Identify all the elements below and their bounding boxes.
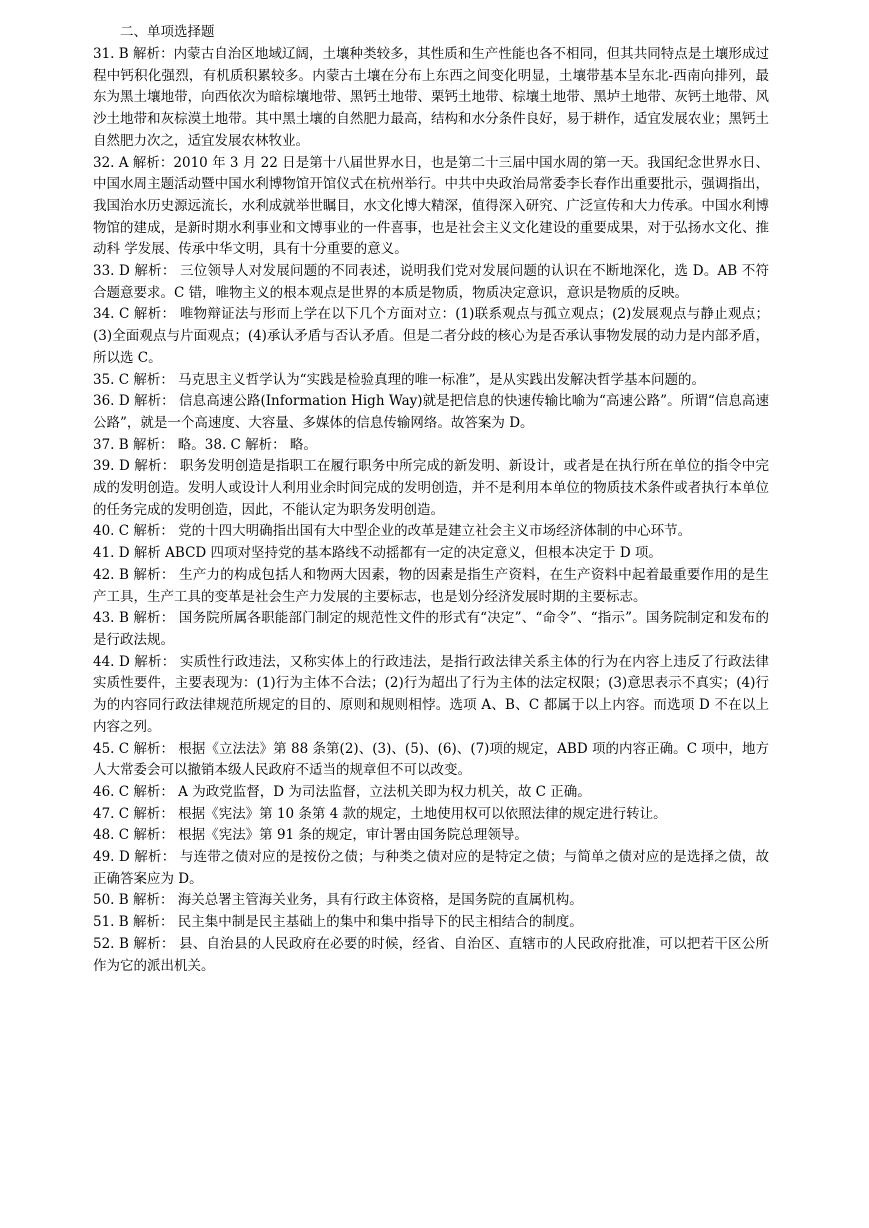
answer-item-36: 36. D 解析： 信息高速公路(Information High Way)就是把信息的快速传输比喻为“高速公路”。所谓“信息高速公路”，就是一个高速度、大容量、多媒体的信息传输网络。故答案为 D。 [93,393,769,431]
answer-item-37-38: 37. B 解析： 略。38. C 解析： 略。 [93,436,317,453]
answer-item-39: 39. D 解析： 职务发明创造是指职工在履行职务中所完成的新发明、新设计，或者是在执行所在单位的指令中完成的发明创造。发明人或设计人利用业余时间完成的发明创造，并不是利用本单位的物质技术条件或者执行本单位的任务完成的发明创造，因此，不能认定为职务发明创造。 [93,458,769,518]
answer-item-52: 52. B 解析： 县、自治县的人民政府在必要的时候，经省、自治区、直辖市的人民政府批准，可以把若干区公所作为它的派出机关。 [93,935,769,974]
answer-item-47: 47. C 解析： 根据《宪法》第 10 条第 4 款的规定，土地使用权可以依照法律的规定进行转让。 [93,805,667,822]
answer-item-41: 41. D 解析 ABCD 四项对坚持党的基本路线不动摇都有一定的决定意义，但根本决定于 D 项。 [93,545,662,562]
answer-item-43: 43. B 解析： 国务院所属各职能部门制定的规范性文件的形式有“决定”、“命令”、“指示”。国务院制定和发布的是行政法规。 [93,610,769,648]
answer-item-31: 31. B 解析：内蒙古自治区地域辽阔，土壤种类较多，其性质和生产性能也各不相同，但其共同特点是土壤形成过程中钙积化强烈，有机质积累较多。内蒙古土壤在分布上东西之间变化明显，土壤带基本呈东北-西南向排列，最东为黑土壤地带，向西依次为暗棕壤地带、黑钙土地带、栗钙土地带、棕壤土地带、黑垆土地带、灰钙土地带、风沙土地带和灰棕漠土地带。其中黑土壤的自然肥力最高，结构和水分条件良好，易于耕作，适宜发展农业；黑钙土自然肥力次之，适宜发展农林牧业。 [93,46,769,149]
answer-item-34: 34. C 解析： 唯物辩证法与形而上学在以下几个方面对立：(1)联系观点与孤立观点；(2)发展观点与静止观点；(3)全面观点与片面观点；(4)承认矛盾与否认矛盾。但是二者分歧的核心为是否承认事物发展的动力是内部矛盾，所以选 C。 [93,306,769,366]
answer-item-40: 40. C 解析： 党的十四大明确指出国有大中型企业的改革是建立社会主义市场经济体制的中心环节。 [93,523,692,540]
answer-item-44: 44. D 解析： 实质性行政违法，又称实体上的行政违法，是指行政法律关系主体的行为在内容上违反了行政法律实质性要件，主要表现为：(1)行为主体不合法；(2)行为超出了行为主体的法定权限；(3)意思表示不真实；(4)行为的内容同行政法律规范所规定的目的、原则和规则相悖。选项 A、B、C 都属于以上内容。而选项 D 不在以上内容之列。 [93,653,769,735]
answer-item-51: 51. B 解析： 民主集中制是民主基础上的集中和集中指导下的民主相结合的制度。 [93,914,583,931]
answer-section [93,22,769,977]
answer-item-42: 42. B 解析： 生产力的构成包括人和物两大因素，物的因素是指生产资料，在生产资料中起着最重要作用的是生产工具，生产工具的变革是社会生产力发展的主要标志，也是划分经济发展时期的主要标志。 [93,566,769,605]
answer-item-46: 46. C 解析： A 为政党监督，D 为司法监督，立法机关即为权力机关，故 C 正确。 [93,783,591,800]
section-title: 二、单项选择题 [120,24,215,40]
answer-item-48: 48. C 解析： 根据《宪法》第 91 条的规定，审计署由国务院总理领导。 [93,827,528,844]
answer-item-32: 32. A 解析：2010 年 3 月 22 日是第十八届世界水日，也是第二十三届中国水周的第一天。我国纪念世界水日、中国水周主题活动暨中国水利博物馆开馆仪式在杭州举行。中共中央政治局常委李长春作出重要批示，强调指出，我国治水历史源远流长，水利成就举世瞩目，水文化博大精深，值得深入研究、广泛宣传和大力传承。中国水利博物馆的建成，是新时期水利事业和文博事业的一件喜事，也是社会主义文化建设的重要成果，对于弘扬水文化、推动科 学发展、传承中华文明，具有十分重要的意义。 [93,154,769,258]
answer-item-45: 45. C 解析： 根据《立法法》第 88 条第(2)、(3)、(5)、(6)、(7)项的规定，ABD 项的内容正确。C 项中，地方人大常委会可以撤销本级人民政府不适当的规章但不可以改变。 [93,740,769,779]
answer-item-50: 50. B 解析： 海关总署主管海关业务，具有行政主体资格，是国务院的直属机构。 [93,892,583,909]
answer-item-49: 49. D 解析： 与连带之债对应的是按份之债；与种类之债对应的是特定之债；与简单之债对应的是选择之债，故正确答案应为 D。 [93,849,769,887]
answer-item-35: 35. C 解析： 马克思主义哲学认为“实践是检验真理的唯一标准”，是从实践出发解决哲学基本问题的。 [93,371,705,388]
answer-item-33: 33. D 解析： 三位领导人对发展问题的不同表述，说明我们党对发展问题的认识在不断地深化，选 D。AB 不符合题意要求。C 错，唯物主义的根本观点是世界的本质是物质，物质决定意识，意识是物质的反映。 [93,263,769,301]
